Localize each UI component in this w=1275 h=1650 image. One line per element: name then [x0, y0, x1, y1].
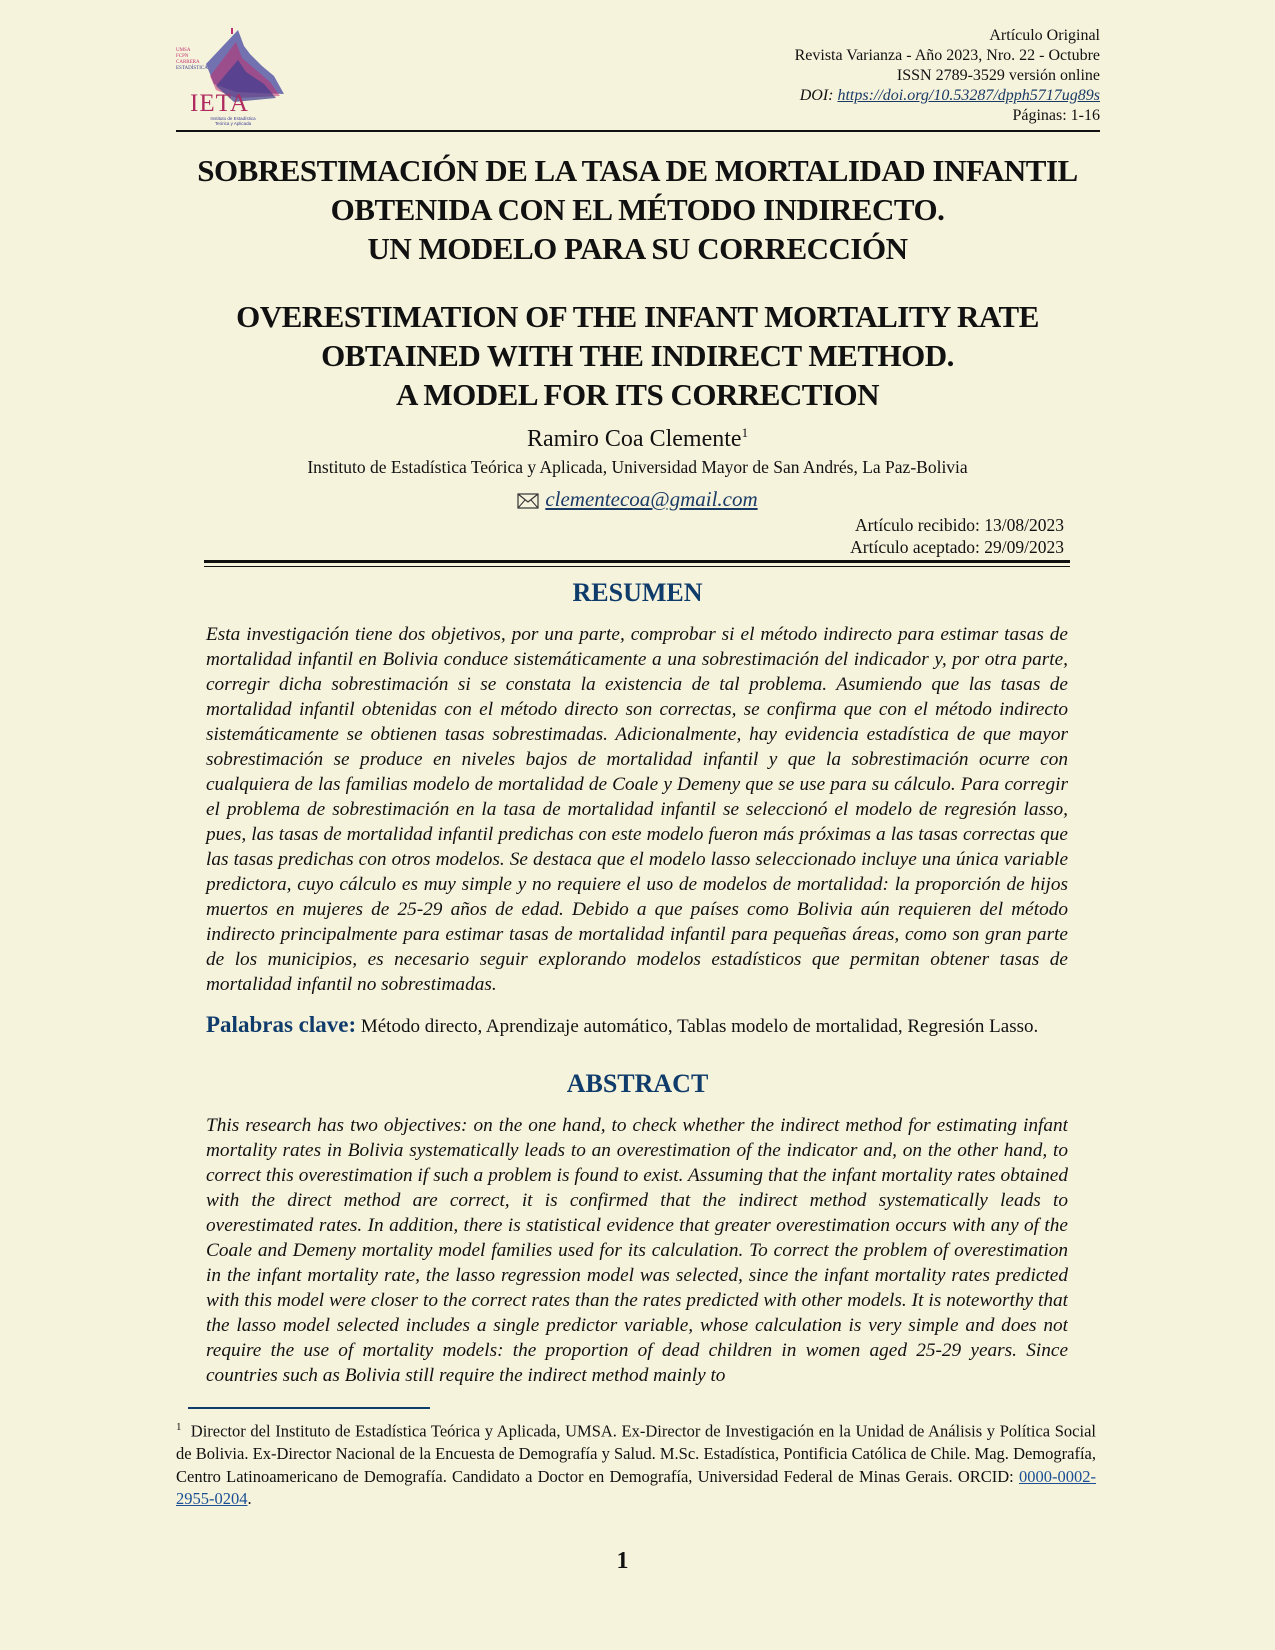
ieta-logo [176, 24, 290, 128]
keywords-text: Método directo, Aprendizaje automático, Tablas modelo de mortalidad, Regresión Lasso. [360, 1016, 1039, 1037]
orcid-link[interactable]: 0000-0002-2955-0204 [176, 1466, 1096, 1508]
section-divider [204, 560, 1070, 567]
footnote-divider [188, 1407, 430, 1409]
abstract-text: This research has two objectives: on the one hand, to check whether the indirect method for estimating infant mortality rates in Bolivia systematically leads to an overestimation of the indicator and, on the other hand, to correct this overestimation if such a problem is found to exist. Assuming that the infant mortality rates obtained with the direct method are correct, it is confirmed that the indirect method systematically leads to overestimated rates. In addition, there is statistical evidence that greater overestimation occurs with any of the Coale and Demeny mortality model families used for its calculation. To correct the problem of overestimation in the infant mortality rate, the lasso regression model was selected, since the infant mortality rates predicted with this model were closer to the correct rates than the rates predicted with other models. It is noteworthy that the lasso model selected includes a single predictor variable, whose calculation is very simple and does not require the use of mortality models: the proportion of dead children in women aged 25-29 years. Since countries such as Bolivia still require the indirect method mainly to [206, 1115, 1068, 1386]
doi-row [795, 86, 1100, 106]
logo-wordmark: IETA [190, 90, 249, 117]
page-range: Páginas: 1-16 [1012, 107, 1100, 124]
title-es-line-3: UN MODELO PARA SU CORRECCIÓN [367, 231, 908, 266]
title-en-line-3: A MODEL FOR ITS CORRECTION [395, 377, 880, 412]
author-footnote-mark: 1 [741, 425, 749, 440]
doi-link[interactable]: https://doi.org/10.53287/dpph5717ug89s [837, 87, 1100, 104]
issn: ISSN 2789-3529 versión online [896, 67, 1100, 84]
logo-text-fcpn: FCPN [176, 54, 189, 59]
abstract-heading: ABSTRACT [566, 1069, 709, 1098]
journal-line: Revista Varianza - Año 2023, Nro. 22 - Octubre [794, 47, 1100, 64]
title-en-line-2: OBTAINED WITH THE INDIRECT METHOD. [321, 338, 954, 373]
header-divider [176, 130, 1100, 132]
resumen-heading: RESUMEN [572, 578, 703, 607]
journal-info [795, 26, 1100, 126]
footnote-text: Director del Instituto de Estadística Teórica y Aplicada, UMSA. Ex-Director de Investigación en la Unidad de Análisis y Política Social de Bolivia. Ex-Director Nacional de la Encuesta de Demografía y Salud. M.Sc. Estadística, Pontificia Católica de Chile. Mag. Demografía, Centro Latinoamericano de Demografía. Candidato a Doctor en Demografía, Universidad Federal de Minas Gerais. ORCID: [176, 1421, 1096, 1486]
author-name-text: Ramiro Coa Clemente [526, 426, 742, 452]
logo-text-carrera: CARRERA [176, 60, 200, 65]
doi-label: DOI: [799, 87, 834, 104]
article-dates [850, 514, 1064, 558]
footnote-mark: 1 [176, 1421, 182, 1433]
envelope-icon [517, 493, 539, 509]
keywords-label: Palabras clave: [206, 1012, 357, 1037]
title-es-line-1: SOBRESTIMACIÓN DE LA TASA DE MORTALIDAD INFANTIL [197, 153, 1078, 188]
author-affiliation: Instituto de Estadística Teórica y Aplicada, Universidad Mayor de San Andrés, La Paz-Bolivia [307, 457, 968, 477]
article-type: Artículo Original [989, 27, 1100, 44]
author-name [0, 425, 1275, 453]
logo-text-umsa: UMSA [176, 48, 191, 53]
keywords [206, 1012, 1086, 1038]
title-english [140, 297, 1135, 414]
received-date: Artículo recibido: 13/08/2023 [855, 515, 1064, 535]
author-email [0, 487, 1275, 512]
accepted-date: Artículo aceptado: 29/09/2023 [850, 537, 1064, 557]
logo-subtitle-1: Instituto de Estadística [210, 116, 256, 121]
page-number: 1 [616, 1548, 629, 1574]
title-es-line-2: OBTENIDA CON EL MÉTODO INDIRECTO. [330, 192, 945, 227]
logo-subtitle-2: Teórica y Aplicada [214, 121, 252, 126]
logo-text-estadistica: ESTADÍSTICA [176, 66, 208, 71]
title-en-line-1: OVERESTIMATION OF THE INFANT MORTALITY RATE [236, 299, 1039, 334]
footnote-end: . [247, 1489, 252, 1508]
footnote [176, 1416, 1096, 1511]
resumen-text: Esta investigación tiene dos objetivos, por una parte, comprobar si el método indirecto para estimar tasas de mortalidad infantil en Bolivia conduce sistemáticamente a una sobrestimación del indicador y, por otra parte, corregir dicha sobrestimación si se constata la existencia de tal problema. Asumiendo que las tasas de mortalidad infantil obtenidas con el método directo son correctas, se confirma que con el método indirecto sistemáticamente se obtienen tasas sobrestimadas. Adicionalmente, hay evidencia estadística de que mayor sobrestimación se produce en niveles bajos de mortalidad infantil y que la sobrestimación ocurre con cualquiera de las familias modelo de mortalidad de Coale y Demeny que se use para su cálculo. Para corregir el problema de sobrestimación en la tasa de mortalidad infantil se seleccionó el modelo de regresión lasso, pues, las tasas de mortalidad infantil predichas con este modelo fueron más próximas a las tasas correctas que las tasas predichas con otros modelos. Se destaca que el modelo lasso seleccionado incluye una única variable predictora, cuyo cálculo es muy simple y no requiere el uso de modelos de mortalidad: la proporción de hijos muertos en mujeres de 25-29 años de edad. Debido a que países como Bolivia aún requieren del método indirecto principalmente para estimar tasas de mortalidad infantil para pequeñas áreas, como son gran parte de los municipios, es necesario seguir explorando modelos estadísticos que permitan obtener tasas de mortalidad infantil no sobrestimadas. [206, 624, 1068, 995]
email-link[interactable]: clementecoa@gmail.com [545, 487, 758, 511]
title-spanish [140, 151, 1135, 268]
